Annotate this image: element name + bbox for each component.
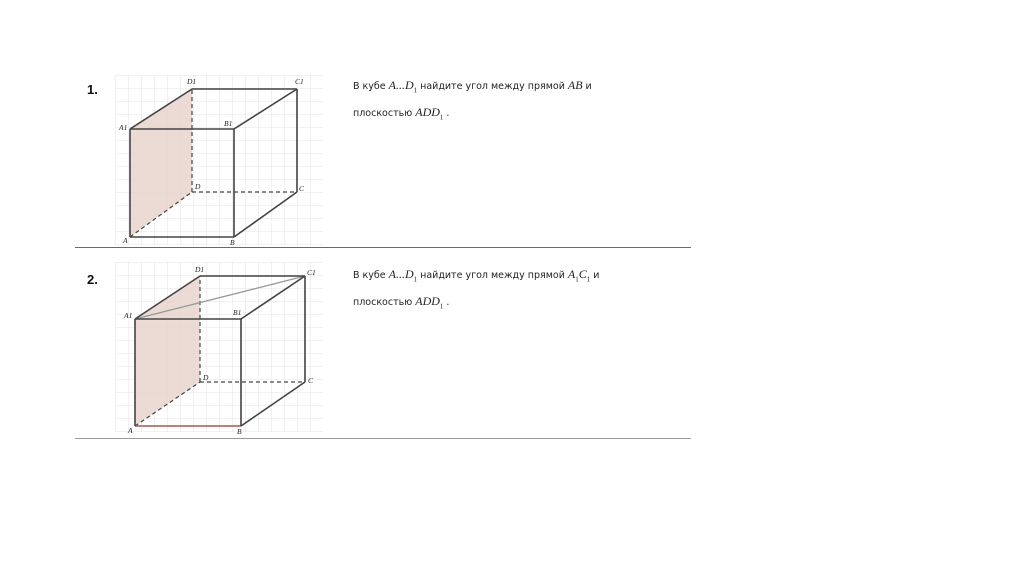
task-1-line-2 bbox=[353, 101, 673, 128]
text-fragment: и bbox=[585, 81, 592, 92]
task-2-line-2 bbox=[353, 290, 673, 317]
text-fragment: и bbox=[593, 270, 600, 281]
label-c1: C1 bbox=[295, 77, 304, 86]
text-fragment: плоскостью bbox=[353, 108, 413, 120]
math-plane: $ADD_1$ bbox=[415, 105, 444, 122]
label-b1: B1 bbox=[233, 308, 242, 317]
label-c: C bbox=[308, 376, 314, 385]
task-2-line-1 bbox=[353, 263, 673, 290]
label-b1: B1 bbox=[224, 119, 233, 128]
text-fragment: найдите угол между прямой bbox=[420, 81, 565, 92]
text-fragment: В кубе bbox=[353, 81, 386, 92]
text-fragment: В кубе bbox=[353, 270, 386, 281]
label-a1: A1 bbox=[119, 123, 128, 132]
math-line: $A_1C_1$ bbox=[567, 267, 591, 284]
label-d1: D1 bbox=[187, 77, 197, 86]
label-a1: A1 bbox=[124, 311, 133, 320]
math-line: AB bbox=[567, 78, 583, 92]
math-cube: $A...D_1$ bbox=[388, 267, 418, 284]
text-fragment: плоскостью bbox=[353, 297, 413, 309]
divider-1 bbox=[75, 247, 691, 248]
label-a: A bbox=[128, 426, 133, 434]
task-2-number: 2. bbox=[87, 272, 98, 287]
math-cube: $A...D_1$ bbox=[388, 78, 418, 95]
label-a: A bbox=[123, 236, 128, 245]
label-c1: C1 bbox=[307, 268, 316, 277]
divider-2 bbox=[75, 438, 691, 439]
text-fragment: . bbox=[446, 108, 450, 120]
label-c: C bbox=[299, 184, 305, 193]
math-plane: $ADD_1$ bbox=[415, 294, 444, 311]
text-fragment: найдите угол между прямой bbox=[420, 270, 565, 281]
label-d1: D1 bbox=[195, 265, 205, 274]
task-1-cube-figure bbox=[115, 75, 330, 247]
task-2-text bbox=[353, 263, 673, 318]
label-b: B bbox=[237, 427, 242, 434]
task-1-number: 1. bbox=[87, 82, 98, 97]
task-2-cube-figure bbox=[115, 262, 330, 434]
label-b: B bbox=[230, 238, 235, 247]
label-d: D bbox=[195, 182, 201, 191]
task-1-text bbox=[353, 74, 673, 129]
label-d: D bbox=[203, 373, 209, 382]
task-1-line-1 bbox=[353, 74, 673, 101]
text-fragment: . bbox=[446, 297, 450, 309]
